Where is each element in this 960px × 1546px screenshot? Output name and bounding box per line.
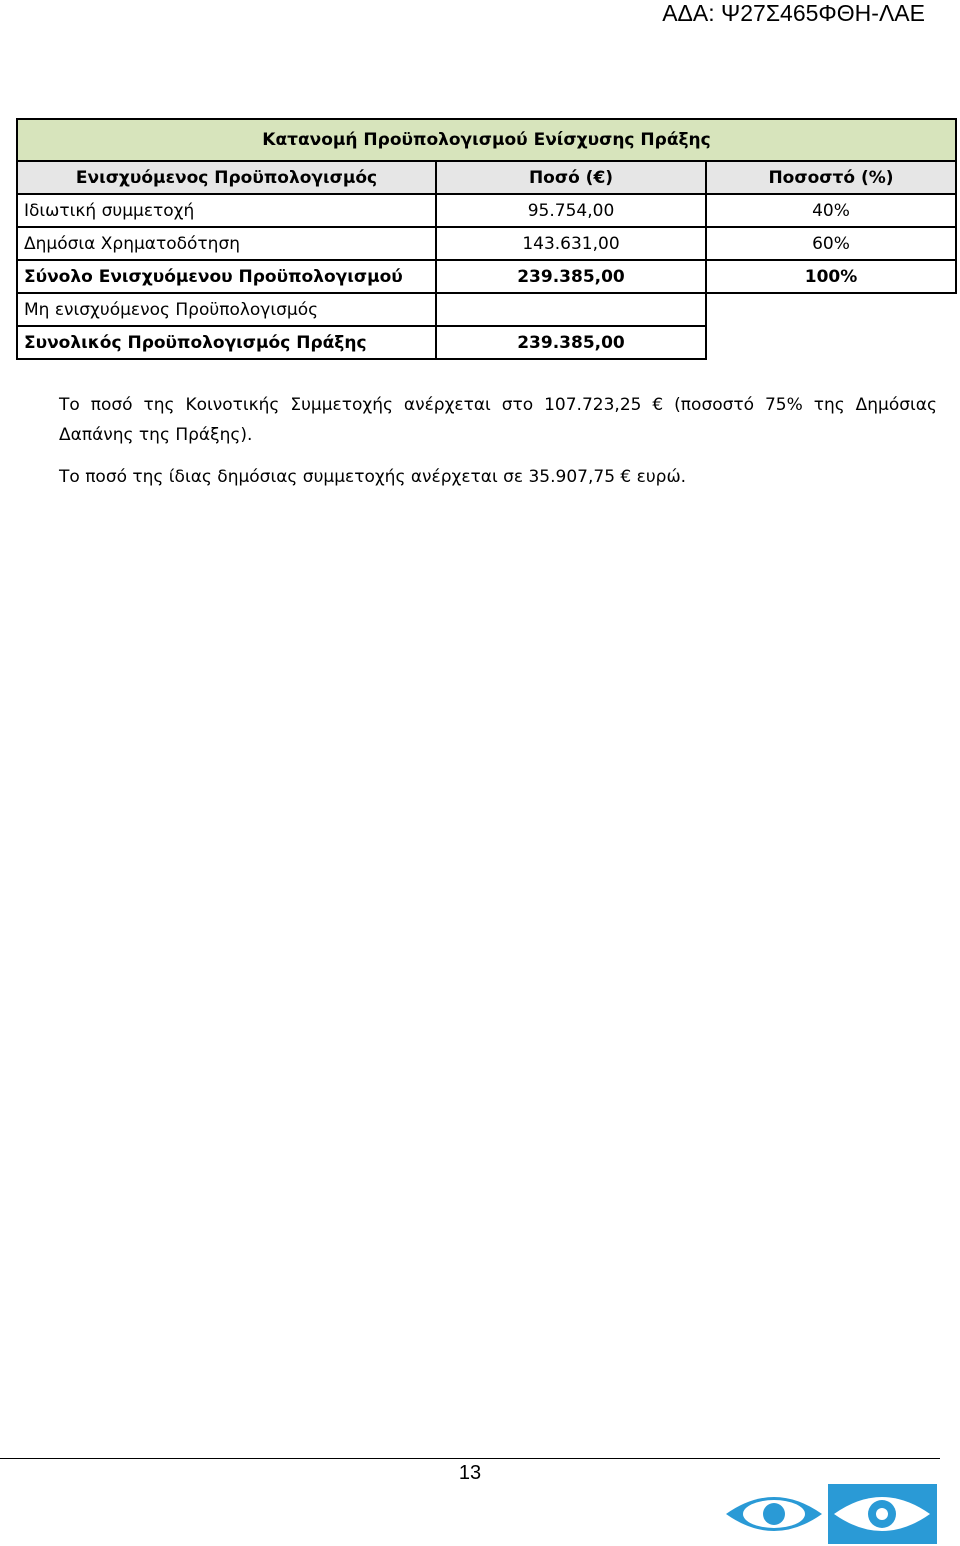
- row-label: Ιδιωτική συμμετοχή: [17, 194, 436, 227]
- table-header-row: [17, 161, 956, 194]
- column-header-budget: Ενισχυόμενος Προϋπολογισμός: [17, 161, 436, 194]
- row-percent: 100%: [706, 260, 956, 293]
- table-row-total: [17, 260, 956, 293]
- row-amount: 143.631,00: [436, 227, 706, 260]
- row-amount: 239.385,00: [436, 260, 706, 293]
- table-row: [17, 293, 956, 326]
- row-label: Συνολικός Προϋπολογισμός Πράξης: [17, 326, 436, 359]
- table-row: [17, 194, 956, 227]
- empty-cell: [706, 293, 956, 326]
- eye-logo-icon: [724, 1484, 937, 1544]
- budget-table: [16, 118, 957, 360]
- row-label: Δημόσια Χρηματοδότηση: [17, 227, 436, 260]
- column-header-amount: Ποσό (€): [436, 161, 706, 194]
- table-row: [17, 227, 956, 260]
- ada-code: ΑΔΑ: Ψ27Σ465ΦΘΗ-ΛΑΕ: [662, 0, 925, 26]
- table-row-grand-total: [17, 326, 956, 359]
- empty-cell: [706, 326, 956, 359]
- table-title: Κατανομή Προϋπολογισμού Ενίσχυσης Πράξης: [17, 119, 956, 161]
- national-contribution-paragraph: Το ποσό της ίδιας δημόσιας συμμετοχής ανέρχεται σε 35.907,75 € ευρώ.: [59, 467, 687, 487]
- page-number: 13: [458, 1462, 482, 1484]
- row-amount: 239.385,00: [436, 326, 706, 359]
- row-label: Σύνολο Ενισχυόμενου Προϋπολογισμού: [17, 260, 436, 293]
- row-percent: 60%: [706, 227, 956, 260]
- row-percent: 40%: [706, 194, 956, 227]
- footer-divider: [0, 1458, 940, 1459]
- column-header-percent: Ποσοστό (%): [706, 161, 956, 194]
- row-amount: 95.754,00: [436, 194, 706, 227]
- table-title-row: [17, 119, 956, 161]
- row-amount: [436, 293, 706, 326]
- community-contribution-paragraph: Το ποσό της Κοινοτικής Συμμετοχής ανέρχεται στο 107.723,25 € (ποσοστό 75% της Δημόσιας Δαπάνης της Πράξης).: [59, 395, 937, 445]
- row-label: Μη ενισχυόμενος Προϋπολογισμός: [17, 293, 436, 326]
